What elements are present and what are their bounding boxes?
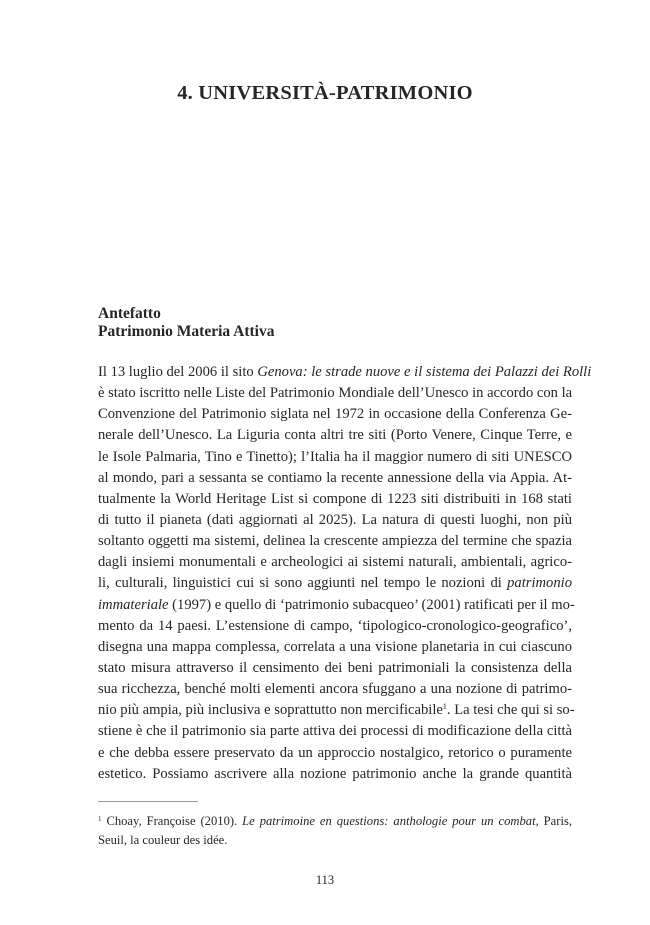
body-text-run: . La tesi che qui si so-	[446, 702, 575, 719]
footnote	[98, 812, 572, 850]
body-line	[98, 743, 572, 764]
footnote-author: Choay, Françoise (2010).	[101, 814, 243, 828]
body-line	[98, 383, 572, 404]
body-line	[98, 531, 572, 552]
body-line	[98, 404, 572, 425]
chapter-title: 4. UNIVERSITÀ-PATRIMONIO	[177, 82, 473, 104]
body-italic-run: immateriale	[98, 596, 169, 613]
body-line	[98, 552, 572, 573]
body-text-run: Il 13 luglio del 2006 il sito	[98, 364, 258, 380]
body-line	[98, 764, 572, 785]
body-text-run: è stato iscritto nelle Liste del Patrimonio Mondiale dell’Unesco in accordo con la	[98, 385, 573, 402]
body-text-run: nerale dell’Unesco. La Liguria conta altri tre siti (Porto Venere, Cinque Terre, e	[98, 427, 572, 444]
body-italic-run: Genova: le strade nuove e il sistema dei Palazzi dei Rolli	[257, 364, 592, 380]
body-line	[98, 616, 572, 637]
body-text-run: disegna una mappa complessa, correlata a una visione planetaria in cui ciascuno	[98, 638, 572, 655]
body-text-run: di tutto il pianeta (dati aggiornati al 2025). La natura di questi luoghi, non più	[98, 511, 572, 528]
body-text-run: (1997) e quello di ‘patrimonio subacqueo’ (2001) ratificati per il mo-	[168, 596, 575, 613]
footnote-reference: 1	[442, 702, 447, 712]
body-line	[98, 658, 572, 679]
body-line	[98, 573, 572, 594]
body-line	[98, 447, 572, 468]
body-line	[98, 721, 572, 742]
body-text-run: tualmente la World Heritage List si compone di 1223 siti distribuiti in 168 stati	[98, 490, 572, 507]
body-text-run: dagli insiemi monumentali e archeologici ai sistemi naturali, ambientali, agrico-	[98, 554, 572, 571]
body-line	[98, 425, 572, 446]
body-text-run: Convenzione del Patrimonio siglata nel 1972 in occasione della Conferenza Ge-	[98, 406, 572, 423]
section-heading-line-1: Antefatto	[98, 305, 161, 322]
body-text-run: li, culturali, linguistici cui si sono aggiunti nel tempo le nozioni di	[98, 575, 508, 592]
footnote-publisher-place: , Paris,	[535, 814, 572, 828]
body-text-run: estetico. Possiamo ascrivere alla nozione patrimonio anche la grande quantità	[98, 765, 572, 782]
body-line	[98, 468, 572, 489]
body-text-run: e che debba essere preservato da un approccio nostalgico, retorico o puramente	[98, 744, 572, 761]
footnote-line-2: Seuil, la couleur des idée.	[98, 833, 228, 847]
footnote-line-1	[98, 812, 572, 831]
body-paragraph	[98, 362, 592, 785]
body-text-run: stato misura attraverso il censimento dei beni patrimoniali la consistenza della	[98, 659, 572, 676]
body-italic-run: patrimonio	[507, 575, 572, 592]
footnote-title: Le patrimoine en questions: anthologie pour un combat	[242, 814, 536, 828]
section-heading-line-2: Patrimonio Materia Attiva	[98, 323, 275, 340]
page-number: 113	[315, 873, 335, 887]
body-text-run: mento da 14 paesi. L’estensione di campo, ‘tipologico-cronologico-geografico’,	[98, 617, 572, 634]
body-line	[98, 700, 575, 721]
body-line	[98, 510, 572, 531]
footnote-marker: 1	[98, 815, 102, 823]
body-line	[98, 489, 572, 510]
body-text-run: nio più ampia, più inclusiva e soprattutto non mercificabile	[98, 702, 443, 719]
body-line	[98, 679, 572, 700]
body-line	[98, 637, 572, 658]
footnote-separator	[98, 801, 198, 802]
body-text-run: soltanto oggetti ma sistemi, delinea la crescente ampiezza del termine che spazia	[98, 533, 572, 550]
body-line	[98, 362, 592, 383]
section-heading	[98, 305, 274, 341]
body-text-run: al mondo, pari a sessanta se contiamo la recente annessione della via Appia. At-	[98, 469, 572, 486]
body-line	[98, 595, 575, 616]
body-text-run: le Isole Palmaria, Tino e Tinetto); l’Italia ha il maggior numero di siti UNESCO	[98, 448, 572, 465]
body-text-run: stiene è che il patrimonio sia parte attiva dei processi di modificazione della città	[98, 723, 572, 740]
body-text-run: sua ricchezza, benché molti elementi ancora sfuggano a una nozione di patrimo-	[98, 681, 572, 698]
